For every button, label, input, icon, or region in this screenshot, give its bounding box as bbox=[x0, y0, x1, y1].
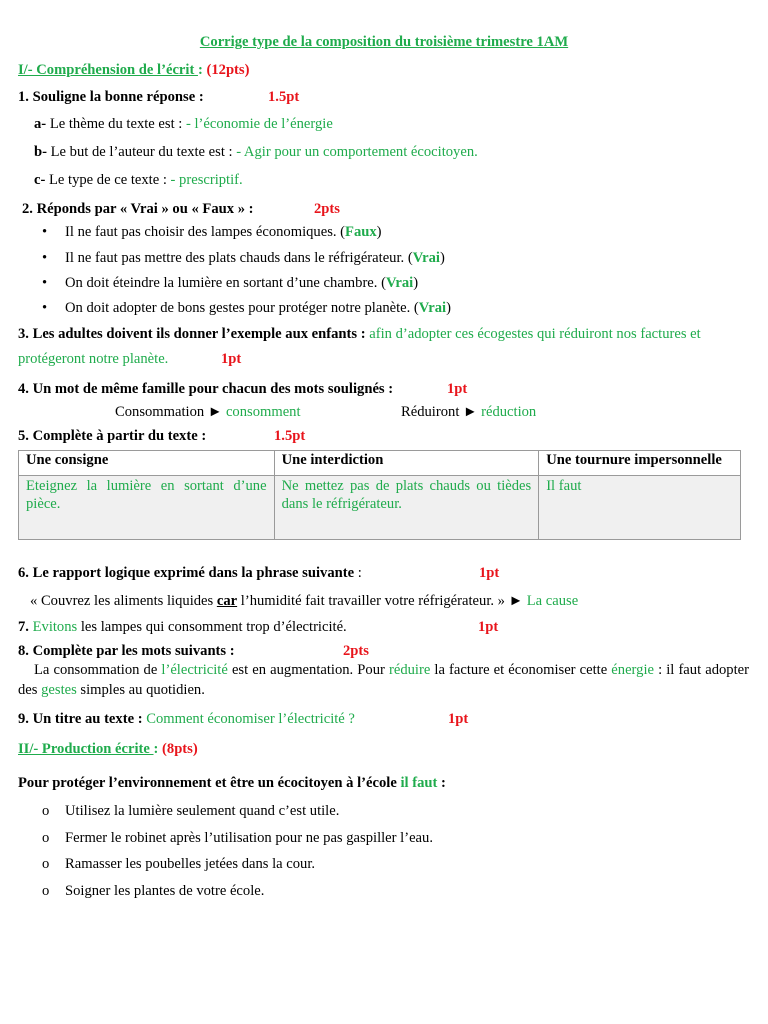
q9-points: 1pt bbox=[448, 711, 469, 727]
q6-colon: : bbox=[354, 565, 362, 581]
q8-text-1: La consommation de bbox=[34, 662, 162, 678]
q9-line bbox=[18, 710, 355, 728]
q9-answer: Comment économiser l’électricité ? bbox=[146, 711, 355, 727]
q7-points: 1pt bbox=[478, 619, 499, 635]
production-item-text: Fermer le robinet après l’utilisation pour ne pas gaspiller l’eau. bbox=[65, 830, 433, 846]
q1-b-answer: - Agir pour un comportement écocitoyen. bbox=[236, 144, 478, 160]
q2-item-text: On doit adopter de bons gestes pour protéger notre planète. ( bbox=[65, 300, 419, 316]
q2-item-end: ) bbox=[439, 250, 445, 266]
q2-item-end: ) bbox=[446, 300, 451, 316]
q7-label: 7. bbox=[18, 619, 29, 635]
table-header-row bbox=[19, 451, 741, 476]
q1-label: 1. Souligne la bonne réponse : bbox=[18, 89, 204, 105]
q5-points: 1.5pt bbox=[274, 428, 306, 444]
q4-answer1: consomment bbox=[225, 404, 301, 420]
table-header-cell: Une tournure impersonnelle bbox=[539, 451, 741, 476]
q2-item-end: ) bbox=[413, 275, 419, 291]
q4-answer2: réduction bbox=[481, 404, 537, 420]
q8-text-2: est en augmentation. Pour bbox=[227, 662, 389, 678]
q4-label: 4. Un mot de même famille pour chacun des mots soulignés : bbox=[18, 381, 394, 397]
production-item-text: Utilisez la lumière seulement quand c’est utile. bbox=[65, 803, 340, 819]
table-row bbox=[19, 476, 741, 540]
bullet-dot-icon: • bbox=[42, 275, 48, 291]
q1-b-text: Le but de l’auteur du texte est : bbox=[46, 144, 237, 160]
part2-heading-label: II/- Production écrite bbox=[18, 741, 154, 757]
q3-points: 1pt bbox=[221, 351, 242, 367]
production-il-faut: il faut bbox=[400, 775, 438, 791]
q6-sentence-part2: l’humidité fait travailler votre réfrigérateur. » ► bbox=[237, 593, 527, 609]
q2-points: 2pts bbox=[314, 201, 340, 217]
production-item-text: Ramasser les poubelles jetées dans la cour. bbox=[65, 856, 316, 872]
table-cell: Ne mettez pas de plats chauds ou tièdes dans le réfrigérateur. bbox=[274, 476, 539, 540]
bullet-dot-icon: • bbox=[42, 224, 48, 240]
q3-line1 bbox=[18, 325, 701, 343]
q2-item-text: On doit éteindre la lumière en sortant d’une chambre. ( bbox=[65, 275, 386, 291]
q2-item-text: Il ne faut pas mettre des plats chauds dans le réfrigérateur. ( bbox=[65, 250, 413, 266]
q2-item-answer: Faux bbox=[345, 224, 377, 240]
q5-table bbox=[18, 450, 741, 540]
q8-word: énergie bbox=[611, 662, 654, 678]
q3-answer-line1: afin d’adopter ces écogestes qui réduiront nos factures et bbox=[369, 326, 701, 342]
q2-item-answer: Vrai bbox=[385, 275, 414, 291]
table-header-cell: Une consigne bbox=[19, 451, 275, 476]
q9-label: 9. Un titre au texte : bbox=[18, 711, 143, 727]
q4-pair-2 bbox=[401, 403, 536, 421]
q6-underlined-word: car bbox=[216, 593, 238, 609]
document-title: Corrige type de la composition du troisième trimestre 1AM bbox=[199, 34, 569, 50]
part1-heading-colon: : bbox=[197, 62, 207, 78]
q8-word: gestes bbox=[41, 682, 77, 698]
q1-c-answer: - prescriptif. bbox=[170, 172, 243, 188]
q4-word1: Consommation ► bbox=[115, 404, 226, 420]
q4-pair-1 bbox=[115, 403, 301, 421]
q1-a-label: a- bbox=[34, 116, 47, 132]
q1-item-b bbox=[34, 143, 478, 161]
q8-text-4: : il faut adopter des bbox=[18, 662, 749, 698]
q1-points: 1.5pt bbox=[268, 89, 300, 105]
q1-a-answer: - l’économie de l’énergie bbox=[185, 116, 333, 132]
q1-item-a bbox=[34, 115, 333, 133]
table-header-cell: Une interdiction bbox=[274, 451, 539, 476]
q4-word2: Réduiront ► bbox=[401, 404, 482, 420]
circle-bullet-icon: o bbox=[42, 803, 50, 819]
production-intro bbox=[18, 774, 446, 792]
q2-item-text: Il ne faut pas choisir des lampes économiques. ( bbox=[65, 224, 346, 240]
q1-c-label: c- bbox=[34, 172, 46, 188]
q3-label: 3. Les adultes doivent ils donner l’exemple aux enfants : bbox=[18, 326, 366, 342]
q6-sentence-part1: « Couvrez les aliments liquides bbox=[30, 593, 217, 609]
production-intro-text: Pour protéger l’environnement et être un écocitoyen à l’école bbox=[18, 775, 401, 791]
q8-text-5: simples au quotidien. bbox=[76, 682, 205, 698]
production-item-text: Soigner les plantes de votre école. bbox=[65, 883, 265, 899]
q7-line bbox=[18, 618, 347, 636]
q3-answer-line2: protégeront notre planète. bbox=[18, 351, 169, 367]
circle-bullet-icon: o bbox=[42, 883, 50, 899]
part1-heading-label: I/- Compréhension de l’écrit bbox=[18, 62, 198, 78]
production-colon: : bbox=[437, 775, 446, 791]
q7-rest: les lampes qui consomment trop d’électricité. bbox=[77, 619, 347, 635]
q6-label: 6. Le rapport logique exprimé dans la phrase suivante bbox=[18, 565, 355, 581]
part2-points: (8pts) bbox=[162, 741, 198, 757]
q8-word: réduire bbox=[388, 662, 431, 678]
q4-points: 1pt bbox=[447, 381, 468, 397]
circle-bullet-icon: o bbox=[42, 830, 50, 846]
q6-points: 1pt bbox=[479, 565, 500, 581]
part2-heading-colon: : bbox=[153, 741, 163, 757]
q8-points: 2pts bbox=[343, 643, 369, 659]
q2-item-end: ) bbox=[376, 224, 382, 240]
q7-answer: Evitons bbox=[32, 619, 78, 635]
q1-b-label: b- bbox=[34, 144, 47, 160]
q8-word: l’électricité bbox=[161, 662, 228, 678]
table-cell: Il faut bbox=[539, 476, 741, 540]
q8-paragraph bbox=[18, 660, 749, 700]
q6-sentence bbox=[30, 592, 578, 610]
q2-label: 2. Réponds par « Vrai » ou « Faux » : bbox=[22, 201, 254, 217]
q1-a-text: Le thème du texte est : bbox=[46, 116, 186, 132]
part1-points: (12pts) bbox=[206, 62, 250, 78]
q8-label: 8. Complète par les mots suivants : bbox=[18, 643, 235, 659]
bullet-dot-icon: • bbox=[42, 250, 48, 266]
circle-bullet-icon: o bbox=[42, 856, 50, 872]
q5-label: 5. Complète à partir du texte : bbox=[18, 428, 207, 444]
q2-item-answer: Vrai bbox=[412, 250, 440, 266]
q8-text-3: la facture et économiser cette bbox=[430, 662, 612, 678]
part1-heading bbox=[18, 61, 249, 79]
part2-heading bbox=[18, 740, 198, 758]
q2-item-answer: Vrai bbox=[418, 300, 447, 316]
q6-answer: La cause bbox=[526, 593, 579, 609]
q6-line bbox=[18, 564, 362, 582]
table-cell: Eteignez la lumière en sortant d’une pièce. bbox=[19, 476, 275, 540]
bullet-dot-icon: • bbox=[42, 300, 48, 316]
q1-item-c bbox=[34, 171, 243, 189]
q1-c-text: Le type de ce texte : bbox=[45, 172, 171, 188]
